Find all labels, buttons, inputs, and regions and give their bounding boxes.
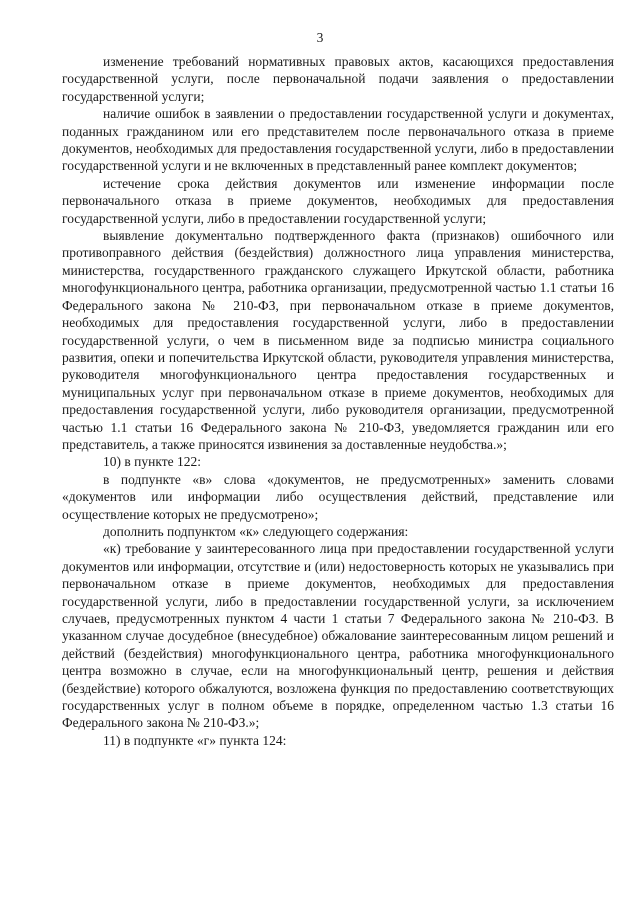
document-body (62, 53, 614, 749)
paragraph: истечение срока действия документов или изменение информации после первоначального отказа в приеме документов, необходимых для предоставления государственной услуги, либо в предоставлении государственной услуги; (62, 175, 614, 226)
paragraph: дополнить подпунктом «к» следующего содержания: (103, 523, 409, 539)
paragraph: «к) требование у заинтересованного лица при предоставлении государственной услуги документов или информации, отсутствие и (или) недостоверность которых не указывались при первоначальном отказе в приеме документов, необходимых для предоставления государственной услуги, либо в предоставлении государственной услуги, за исключением случаев, предусмотренных пунктом 4 части 1 статьи 7 Федерального закона № 210-ФЗ. В указанном случае досудебное (внесудебное) обжалование заинтересованным лицом решений и действий (бездействия) многофункционального центра, работника многофункционального центра возможно в случае, если на многофункциональный центр, решения и действия (бездействие) которого обжалуются, возложена функция по предоставлению соответствующих государственных услуг в полном объеме в порядке, определенном частью 1.3 статьи 16 Федерального закона № 210-ФЗ.»; (62, 541, 614, 731)
paragraph: 10) в пункте 122: (103, 454, 201, 470)
paragraph: в подпункте «в» слова «документов, не предусмотренных» заменить словами «документов или информации либо осуществления действий, представление или осуществление которых не предусмотрено»; (62, 471, 614, 522)
page-number: 3 (316, 30, 324, 45)
paragraph: 11) в подпункте «г» пункта 124: (103, 732, 287, 748)
paragraph: выявление документально подтвержденного факта (признаков) ошибочного или противоправного действия (бездействия) должностного лица управления министерства, министерства, государственного гражданского служащего Иркутской области, работника многофункционального центра, работника организации, предусмотренной частью 1.1 статьи 16 Федерального закона № 210-ФЗ, при первоначальном отказе в приеме документов, необходимых для предоставления государственной услуги, либо в предоставлении государственной услуги, о чем в письменном виде за подписью министра социального развития, опеки и попечительства Иркутской области, руководителя управления министерства, руководителя многофункционального центра предоставления государственных и муниципальных услуг при первоначальном отказе в приеме документов, необходимых для предоставления государственной услуги, либо руководителя организации, предусмотренной частью 1.1 статьи 16 Федерального закона № 210-ФЗ, уведомляется гражданин или его представитель, а также приносятся извинения за доставленные неудобства.»; (62, 228, 614, 452)
paragraph: изменение требований нормативных правовых актов, касающихся предоставления государственной услуги, после первоначальной подачи заявления о предоставлении государственной услуги; (62, 54, 614, 104)
paragraph: наличие ошибок в заявлении о предоставлении государственной услуги и документах, поданных гражданином или его представителем после первоначального отказа в приеме документов, необходимых для предоставления государственной услуги, либо в предоставлении государственной услуги и не включенных в представленный ранее комплект документов; (62, 106, 614, 174)
